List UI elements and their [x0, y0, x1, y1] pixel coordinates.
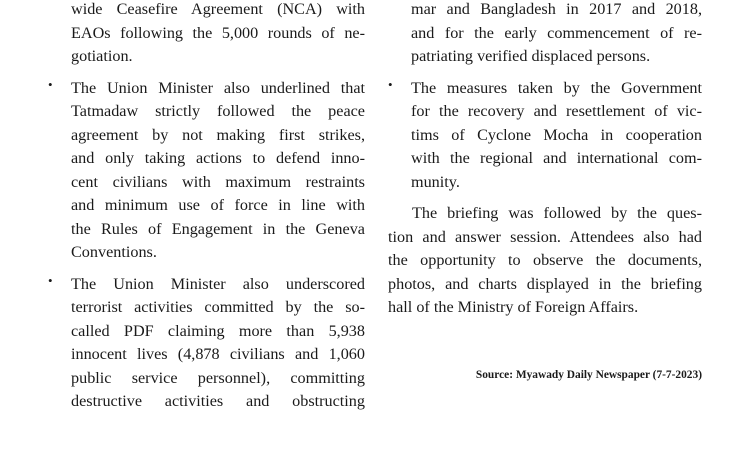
- text-line: agreement by not making first strikes,: [71, 125, 365, 144]
- bullet-item: [48, 273, 365, 414]
- text-line: for the recovery and resettlement of vic-: [411, 102, 702, 120]
- text-line: The Union Minister also underscored: [71, 274, 365, 293]
- text-line: innocent lives (4,878 civilians and 1,060: [71, 345, 365, 363]
- text-line: the Rules of Engagement in the Geneva: [71, 219, 365, 238]
- text-line: destructive activities and obstructing: [71, 392, 365, 410]
- text-line: and only taking actions to defend inno-: [71, 149, 365, 167]
- text-line: The measures taken by the Government: [411, 78, 702, 97]
- left-intro-text: [48, 0, 365, 69]
- text-line: tion and answer session. Attendees also had: [388, 227, 702, 246]
- bullet-marker: •: [48, 272, 53, 288]
- right-intro-text: [388, 0, 702, 69]
- text-line: The Union Minister also underlined that: [71, 78, 365, 97]
- text-line: patriating verified displaced persons.: [411, 47, 651, 65]
- text-line: The briefing was followed by the ques-: [412, 204, 702, 222]
- text-line: and for the early commencement of re-: [411, 23, 702, 42]
- bullet-marker: •: [48, 76, 53, 92]
- text-line: photos, and charts displayed in the briefing: [388, 274, 702, 293]
- bullet-marker: •: [388, 76, 393, 92]
- text-line: Conventions.: [71, 243, 157, 261]
- text-line: terrorist activities committed by the so-: [71, 298, 365, 316]
- text-line: EAOs following the 5,000 rounds of ne-: [71, 23, 365, 42]
- text-line: wide Ceasefire Agreement (NCA) with: [71, 0, 365, 18]
- text-line: public service personnel), committing: [71, 368, 365, 387]
- text-line: mar and Bangladesh in 2017 and 2018,: [411, 0, 702, 18]
- left-column: [48, 0, 365, 414]
- bullet-item: [48, 77, 365, 265]
- text-line: Tatmadaw strictly followed the peace: [71, 102, 365, 120]
- text-line: munity.: [411, 172, 460, 191]
- text-line: cent civilians with maximum restraints: [71, 172, 365, 191]
- text-line: with the regional and international com-: [411, 149, 702, 167]
- text-line: the opportunity to observe the documents,: [388, 251, 702, 269]
- source-credit: Source: Myawady Daily Newspaper (7-7-2023): [475, 369, 702, 381]
- right-column: [388, 0, 702, 320]
- text-line: called PDF claiming more than 5,938: [71, 321, 365, 340]
- closing-paragraph: [388, 202, 702, 320]
- text-line: hall of the Ministry of Foreign Affairs.: [388, 298, 639, 316]
- text-line: and minimum use of force in line with: [71, 196, 365, 214]
- text-line: tims of Cyclone Mocha in cooperation: [411, 125, 702, 144]
- bullet-item: [388, 77, 702, 195]
- text-line: gotiation.: [71, 47, 133, 65]
